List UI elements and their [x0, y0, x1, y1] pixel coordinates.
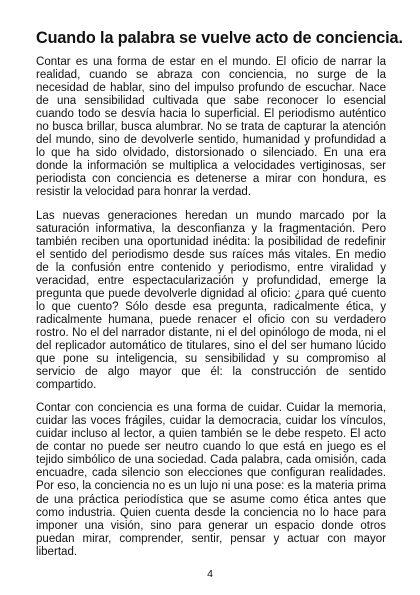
paragraph-1: Contar es una forma de estar en el mundo. El oficio de narrar la realidad, cuando se abraza con conciencia, no surge de la necesidad de hablar, sino del impulso profundo de escuchar. Nace de una sensibilidad cultivada que sabe reconocer lo esencial cuando todo se desvía hacia lo superficial. El periodismo auténtico no busca brillar, busca alumbrar. No se trata de capturar la atención del mundo, sino de devolverle sentido, humanidad y profundidad a lo que ha sido olvidado, distorsionado o silenciado. En una era donde la información se multiplica a velocidades vertiginosas, ser periodista con conciencia es detenerse a mirar con hondura, es resistir la velocidad para honrar la verdad. — [36, 56, 386, 199]
paragraph-2: Las nuevas generaciones heredan un mundo marcado por la saturación informativa, la desconfianza y la fragmentación. Pero también reciben una oportunidad inédita: la posibilidad de redefinir el sentido del periodismo desde sus raíces más vitales. En medio de la confusión entre contenido y periodismo, entre viralidad y veracidad, entre espectacularización y profundidad, emerge la pregunta que puede devolverle dignidad al oficio: ¿para qué cuento lo que cuento? Sólo desde esa pregunta, radicalmente ética, y radicalmente humana, puede renacer el oficio con su verdadero rostro. No el del narrador distante, ni el del opinólogo de moda, ni el del replicador automático de titulares, sino el del ser humano lúcido que pone su inteligencia, su sensibilidad y su compromiso al servicio de algo mayor que él: la construcción de sentido compartido. — [36, 209, 386, 392]
paragraph-3: Contar con conciencia es una forma de cuidar. Cuidar la memoria, cuidar las voces frágiles, cuidar la democracia, cuidar los vínculos, cuidar incluso al lector, a quien también se le debe respeto. El acto de contar no puede ser neutro cuando lo que está en juego es el tejido simbólico de una sociedad. Cada palabra, cada omisión, cada encuadre, cada silencio son elecciones que configuran realidades. Por eso, la conciencia no es un lujo ni una pose: es la materia prima de una práctica periodística que se asume como ética antes que como industria. Quien cuenta desde la conciencia no lo hace para imponer una visión, sino para generar un espacio donde otros puedan mirar, comprender, sentir, pensar y actuar con mayor libertad. — [36, 402, 386, 558]
page-number: 4 — [207, 568, 213, 580]
document-page — [36, 28, 403, 569]
page-title: Cuando la palabra se vuelve acto de conciencia. — [36, 29, 403, 47]
